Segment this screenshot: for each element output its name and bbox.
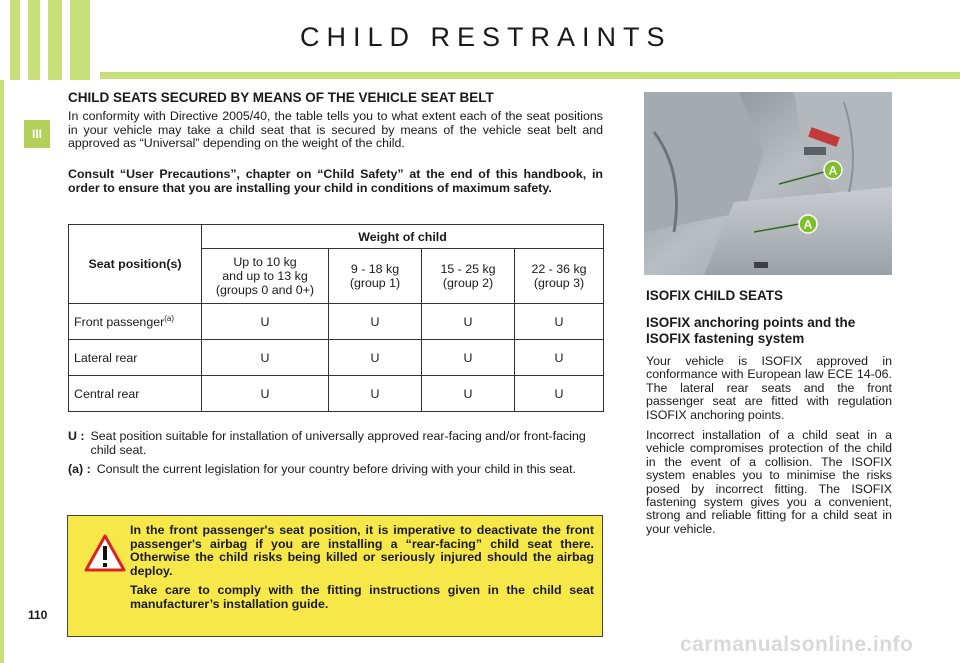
margin-strip [0, 80, 4, 663]
seat-weight-table [68, 224, 604, 412]
warning-paragraph: Take care to comply with the fitting instructions given in the child seat manufacturer’s installation guide. [130, 583, 594, 611]
group-header-2: 15 - 25 kg (group 2) [422, 249, 515, 304]
row-label: Lateral rear [69, 340, 202, 376]
table-cell: U [202, 304, 329, 340]
section-heading: CHILD SEATS SECURED BY MEANS OF THE VEHICLE SEAT BELT [68, 90, 494, 105]
warning-triangle-icon [84, 534, 126, 572]
header-decoration [0, 0, 104, 80]
decor-bar [70, 0, 90, 80]
table-row [69, 340, 604, 376]
note-key: U : [68, 429, 85, 443]
group-header-1: 9 - 18 kg (group 1) [329, 249, 422, 304]
intro-paragraph: In conformity with Directive 2005/40, the table tells you to what extent each of the seat positions in your vehicle may take a child seat that is secured by means of the vehicle seat belt and approved as “Universal” depending on the weight of the child. [68, 109, 603, 151]
note-key: (a) : [68, 462, 91, 477]
airbag-warning-box [67, 515, 603, 637]
table-cell: U [202, 340, 329, 376]
table-cell: U [515, 304, 604, 340]
callout-label: A [828, 163, 838, 178]
decor-bar [10, 0, 20, 80]
watermark: carmanualsonline.info [680, 633, 914, 656]
table-row [69, 304, 604, 340]
table-cell: U [515, 340, 604, 376]
table-cell: U [422, 304, 515, 340]
table-cell: U [329, 304, 422, 340]
isofix-section [646, 288, 892, 543]
table-row [69, 376, 604, 412]
weight-header: Weight of child [202, 225, 604, 249]
header-rule [100, 72, 960, 79]
table-cell: U [329, 376, 422, 412]
table-cell: U [515, 376, 604, 412]
page-title: CHILD RESTRAINTS [300, 22, 672, 52]
note-text: Seat position suitable for installation of universally approved rear-facing and/or front-facing child seat. [90, 429, 586, 457]
table-cell: U [329, 340, 422, 376]
chapter-tab: III [24, 120, 50, 148]
warning-paragraph: In the front passenger's seat position, it is imperative to deactivate the front passenger's airbag if you are installing a “rear-facing” child seat there. Otherwise the child risks being killed or seriously injured should the airbag deploy. [130, 523, 594, 578]
consult-paragraph: Consult “User Precautions”, chapter on “Child Safety” at the end of this handbook, in order to ensure that you are installing your child in conditions of maximum safety. [68, 167, 603, 195]
seat-position-header: Seat position(s) [69, 225, 202, 304]
table-cell: U [422, 340, 515, 376]
row-label: Front passenger$^{(a)}$ [69, 304, 202, 340]
callout-label: A [803, 217, 813, 232]
page-number: 110 [28, 608, 48, 622]
group-header-0: Up to 10 kg and up to 13 kg (groups 0 and 0+) [202, 249, 329, 304]
decor-bar [28, 0, 40, 80]
table-notes [68, 430, 603, 483]
isofix-seat-photo [644, 92, 892, 275]
note-item [68, 463, 603, 477]
isofix-paragraph: Incorrect installation of a child seat in a vehicle compromises protection of the child in the event of a collision. The ISOFIX system enables you to minimise the risks posed by incorrect fitting. The ISOFIX fastening system gives you a convenient, strong and reliable fitting for a child seat in your vehicle. [646, 428, 892, 536]
note-text: Consult the current legislation for your country before driving with your child in this seat. [96, 462, 577, 477]
row-label: Central rear [69, 376, 202, 412]
table-cell: U [422, 376, 515, 412]
isofix-subtitle: ISOFIX anchoring points and the ISOFIX fastening system [646, 315, 856, 346]
isofix-title: ISOFIX CHILD SEATS [646, 288, 784, 303]
group-header-3: 22 - 36 kg (group 3) [515, 249, 604, 304]
decor-bar [48, 0, 62, 80]
isofix-paragraph: Your vehicle is ISOFIX approved in conformance with European law ECE 14-06. The lateral rear seats and the front passenger seat are fitted with regulation ISOFIX anchoring points. [646, 354, 892, 422]
table-cell: U [202, 376, 329, 412]
note-item [68, 430, 603, 457]
